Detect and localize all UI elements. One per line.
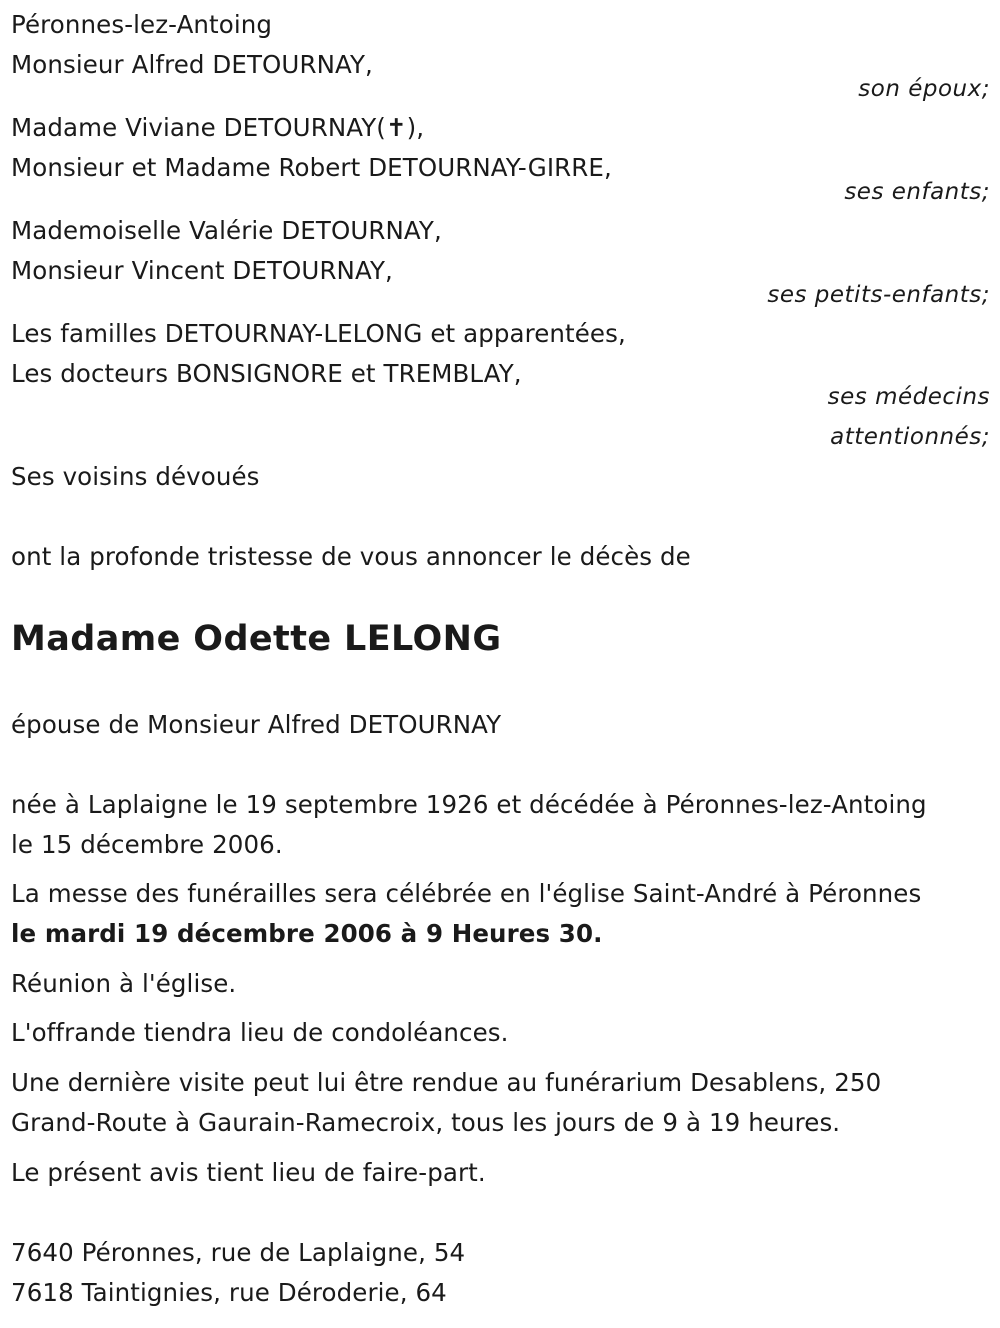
child-line-1: Madame Viviane DETOURNAY(✝), <box>11 113 425 142</box>
mass-datetime: le mardi 19 décembre 2006 à 9 Heures 30. <box>11 919 603 948</box>
grandchildren-role: ses petits-enfants; <box>767 282 990 308</box>
children-role: ses enfants; <box>844 179 990 205</box>
announcement-line: ont la profonde tristesse de vous annoncer le décès de <box>11 542 691 571</box>
spouse-of-line: épouse de Monsieur Alfred DETOURNAY <box>11 710 502 739</box>
grandchild-line-2: Monsieur Vincent DETOURNAY, <box>11 256 393 285</box>
child-line-2: Monsieur et Madame Robert DETOURNAY-GIRRE, <box>11 153 612 182</box>
grandchild-line-1: Mademoiselle Valérie DETOURNAY, <box>11 216 442 245</box>
address-line-1: 7640 Péronnes, rue de Laplaigne, 54 <box>11 1238 466 1267</box>
offering-line: L'offrande tiendra lieu de condoléances. <box>11 1018 509 1047</box>
spouse-line: Monsieur Alfred DETOURNAY, <box>11 50 373 79</box>
doctors-role-line-1: ses médecins <box>827 384 990 410</box>
families-line: Les familles DETOURNAY-LELONG et apparentées, <box>11 319 626 348</box>
mass-line: La messe des funérailles sera célébrée en l'église Saint-André à Péronnes <box>11 879 922 908</box>
meeting-line: Réunion à l'église. <box>11 969 237 998</box>
address-line-2: 7618 Taintignies, rue Déroderie, 64 <box>11 1278 447 1307</box>
doctors-line: Les docteurs BONSIGNORE et TREMBLAY, <box>11 359 522 388</box>
birth-death-line-1: née à Laplaigne le 19 septembre 1926 et décédée à Péronnes-lez-Antoing <box>11 790 927 819</box>
spouse-role: son époux; <box>858 76 990 102</box>
birth-death-line-2: le 15 décembre 2006. <box>11 830 283 859</box>
notice-line: Le présent avis tient lieu de faire-part. <box>11 1158 486 1187</box>
doctors-role-line-2: attentionnés; <box>830 424 990 450</box>
deceased-name: Madame Odette LELONG <box>11 619 502 659</box>
place-line: Péronnes-lez-Antoing <box>11 10 273 39</box>
neighbours-line: Ses voisins dévoués <box>11 462 260 491</box>
visit-line-2: Grand-Route à Gaurain-Ramecroix, tous les jours de 9 à 19 heures. <box>11 1108 841 1137</box>
visit-line-1: Une dernière visite peut lui être rendue au funérarium Desablens, 250 <box>11 1068 882 1097</box>
